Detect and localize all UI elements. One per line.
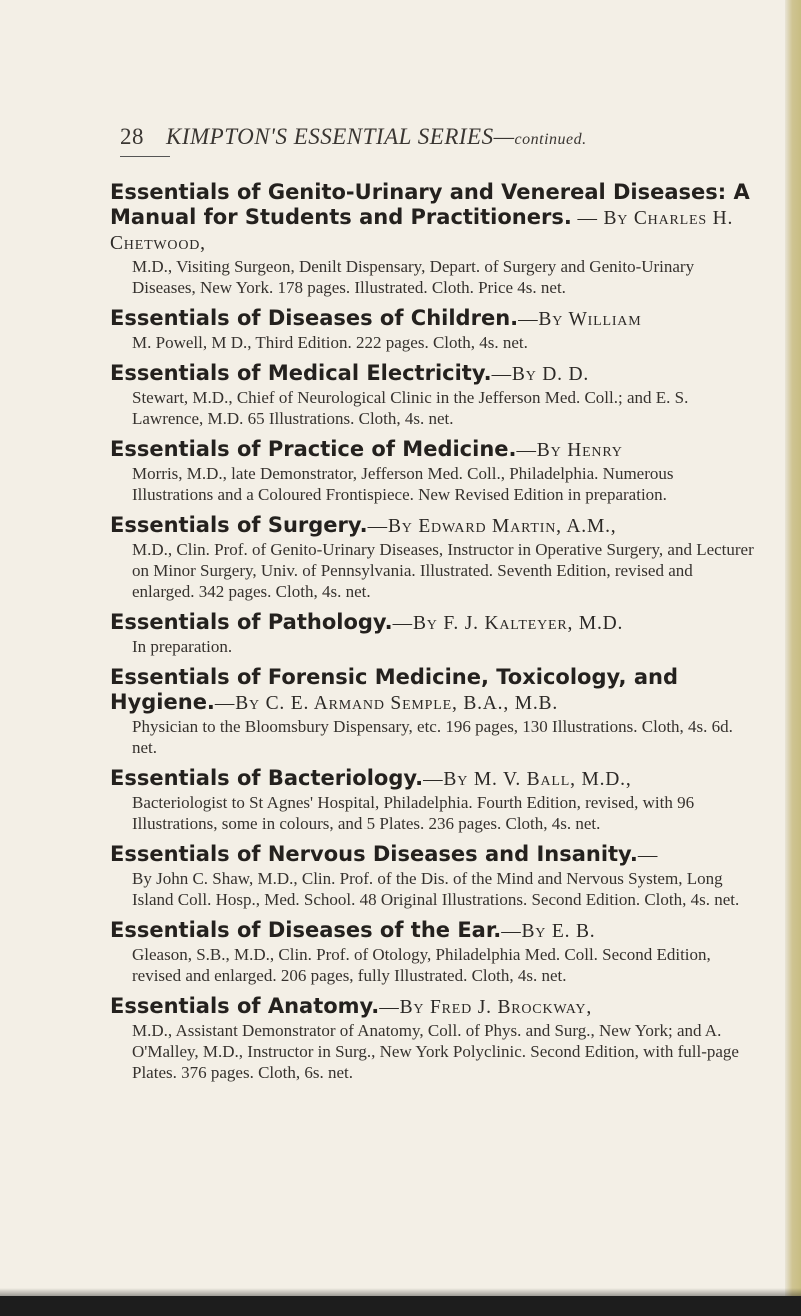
entry-byline: —By Edward Martin, A.M., (367, 516, 617, 537)
entry-title: Essentials of Pathology. (110, 610, 393, 634)
catalogue-entry (110, 918, 755, 986)
catalogue-entry (110, 665, 755, 758)
catalogue-entry (110, 306, 755, 353)
continued-label: continued. (514, 131, 587, 148)
entry-details: Physician to the Bloomsbury Dispensary, etc. 196 pages, 130 Illustrations. Cloth, 4s. 6d. net. (132, 717, 733, 757)
entry-title: Essentials of Bacteriology. (110, 766, 424, 790)
catalogue-entry (110, 842, 755, 910)
entry-byline: —By C. E. Armand Semple, B.A., M.B. (214, 693, 558, 714)
catalogue-entry (110, 437, 755, 505)
entry-details: M.D., Visiting Surgeon, Denilt Dispensary, Depart. of Surgery and Genito-Urinary Diseases, New York. 178 pages. Illustrated. Cloth. Price 4s. net. (132, 257, 695, 297)
catalogue-entry (110, 361, 755, 429)
page-number: 28 (120, 124, 144, 149)
entry-byline: —By M. V. Ball, M.D., (423, 769, 632, 790)
entry-details: Gleason, S.B., M.D., Clin. Prof. of Otology, Philadelphia Med. Coll. Second Edition, revised and enlarged. 206 pages, fully Illustrated. Cloth, 4s. net. (132, 945, 711, 985)
entry-details: M.D., Assistant Demonstrator of Anatomy, Coll. of Phys. and Surg., New York; and A. O'Malley, M.D., Instructor in Surg., New York Polyclinic. Second Edition, with full-page Plates. 376 pages. Cloth, 6s. net. (132, 1021, 739, 1082)
page-edge-right (785, 0, 801, 1316)
catalogue-list (110, 180, 755, 1091)
entry-details: In preparation. (132, 637, 233, 656)
entry-title: Essentials of Genito-Urinary and Venereal Diseases: A Manual for Students and Practitioners. (110, 180, 750, 229)
header-rule (120, 156, 170, 157)
entry-byline: —By E. B. (501, 921, 596, 942)
entry-byline: —By D. D. (491, 364, 590, 385)
entry-byline: — By Charles H. Chetwood, (110, 208, 734, 254)
page-edge-bottom (0, 1296, 801, 1316)
entry-title: Essentials of Forensic Medicine, Toxicology, and Hygiene. (110, 665, 678, 714)
entry-byline: —By William (518, 309, 642, 330)
entry-details: M.D., Clin. Prof. of Genito-Urinary Diseases, Instructor in Operative Surgery, and Lecturer on Minor Surgery, Univ. of Pennsylvania. Illustrated. Seventh Edition, revised and enlarged. 342 pages. Cloth, 4s. net. (132, 540, 754, 601)
catalogue-entry (110, 610, 755, 657)
entry-byline: —By Fred J. Brockway, (379, 997, 593, 1018)
entry-details: M. Powell, M D., Third Edition. 222 pages. Cloth, 4s. net. (132, 333, 528, 352)
page-edge-shadow (0, 1288, 801, 1296)
entry-byline: —By F. J. Kalteyer, M.D. (392, 613, 624, 634)
catalogue-entry (110, 180, 755, 298)
entry-details: Morris, M.D., late Demonstrator, Jefferson Med. Coll., Philadelphia. Numerous Illustrations and a Coloured Frontispiece. New Revised Edition in preparation. (132, 464, 674, 504)
catalogue-entry (110, 994, 755, 1083)
entry-details: Bacteriologist to St Agnes' Hospital, Philadelphia. Fourth Edition, revised, with 96 Illustrations, some in colours, and 5 Plates. 236 pages. Cloth, 4s. net. (132, 793, 695, 833)
entry-title: Essentials of Anatomy. (110, 994, 380, 1018)
entry-details: By John C. Shaw, M.D., Clin. Prof. of the Dis. of the Mind and Nervous System, Long Island Coll. Hosp., Med. School. 48 Original Illustrations. Second Edition. Cloth, 4s. net. (132, 869, 740, 909)
entry-details: Stewart, M.D., Chief of Neurological Clinic in the Jefferson Med. Coll.; and E. S. Lawrence, M.D. 65 Illustrations. Cloth, 4s. net. (132, 388, 689, 428)
entry-title: Essentials of Practice of Medicine. (110, 437, 517, 461)
entry-byline: —By Henry (516, 440, 623, 461)
entry-title: Essentials of Surgery. (110, 513, 368, 537)
catalogue-entry (110, 766, 755, 834)
catalogue-entry (110, 513, 755, 602)
entry-title: Essentials of Diseases of the Ear. (110, 918, 502, 942)
entry-title: Essentials of Medical Electricity. (110, 361, 492, 385)
running-header (120, 124, 760, 150)
series-title: KIMPTON'S ESSENTIAL SERIES— (166, 124, 515, 149)
entry-byline: — (637, 845, 659, 866)
entry-title: Essentials of Nervous Diseases and Insanity. (110, 842, 638, 866)
entry-title: Essentials of Diseases of Children. (110, 306, 519, 330)
